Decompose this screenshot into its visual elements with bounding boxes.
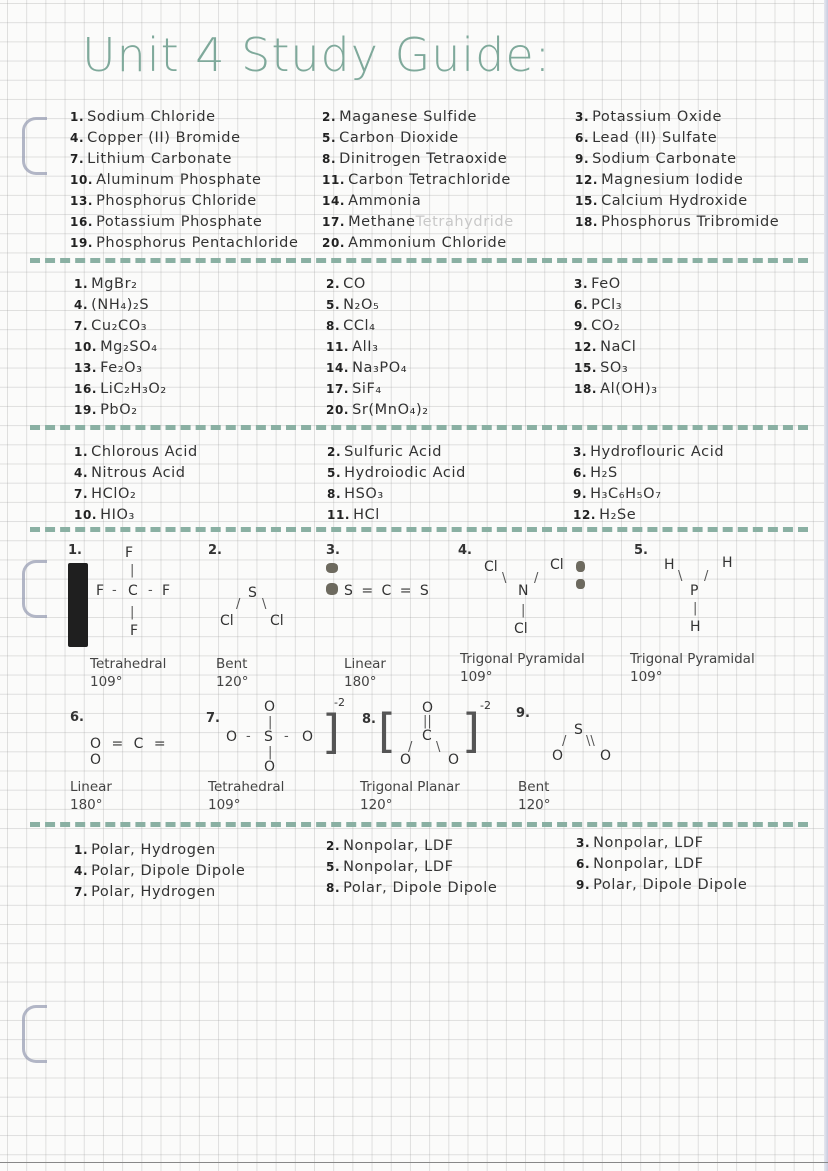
list-item: 14. Na₃PO₄ (326, 360, 408, 376)
list-item: 7. Polar, Hydrogen (74, 884, 216, 900)
list-item: 16. LiC₂H₃O₂ (74, 381, 167, 397)
polarity-column-2 (326, 836, 497, 899)
list-item: 7. Cu₂CO₃ (74, 318, 148, 334)
list-item: 5. Carbon Dioxide (322, 130, 459, 146)
formulas-column-1 (74, 274, 167, 421)
list-item: 4. Copper (II) Bromide (70, 130, 241, 146)
list-item: 10. HIO₃ (74, 507, 135, 523)
shape-label-9: Bent 120° (518, 779, 551, 813)
list-item: 11. AlI₃ (326, 339, 379, 355)
lewis-structure-9: 9. S / \\ O O (516, 706, 612, 764)
list-item: 20. Ammonium Chloride (322, 235, 507, 251)
list-item: 5. Nonpolar, LDF (326, 859, 454, 875)
lewis-structure-2: 2. S / \ Cl Cl (208, 543, 284, 629)
list-item: 9. Polar, Dipole Dipole (576, 877, 748, 893)
list-item: 19. Phosphorus Pentachloride (70, 235, 299, 251)
list-item: 13. Fe₂O₃ (74, 360, 143, 376)
lewis-structure-8: 8. [ O || C / \ O O ] -2 (362, 700, 502, 780)
list-item: 9. H₃C₆H₅O₇ (573, 486, 662, 502)
section-divider (30, 822, 808, 827)
shape-label-4: Trigonal Pyramidal 109° (460, 651, 585, 685)
list-item: 1. Sodium Chloride (70, 109, 216, 125)
binder-hole-bottom (22, 1005, 47, 1063)
shape-label-7: Tetrahedral 109° (208, 779, 285, 813)
list-item: 12. Magnesium Iodide (575, 172, 744, 188)
list-item: 12. H₂Se (573, 507, 637, 523)
list-item: 17. SiF₄ (326, 381, 382, 397)
section-divider (30, 527, 808, 532)
acids-column-3 (573, 442, 724, 526)
list-item: 7. HClO₂ (74, 486, 137, 502)
list-item: 3. Potassium Oxide (575, 109, 722, 125)
list-item: 16. Potassium Phosphate (70, 214, 263, 230)
list-item: 2. CO (326, 276, 366, 292)
list-item: 6. Lead (II) Sulfate (575, 130, 718, 146)
list-item: 5. N₂O₅ (326, 297, 380, 313)
list-item: 15. SO₃ (574, 360, 629, 376)
section-divider (30, 258, 808, 263)
erased-text: Tetrahydride (415, 214, 514, 230)
lewis-structure-7: 7. O | O - S - O | O ] -2 (206, 696, 345, 775)
list-item: 3. Nonpolar, LDF (576, 835, 704, 851)
list-item: 7. Lithium Carbonate (70, 151, 232, 167)
list-item: 2. Maganese Sulfide (322, 109, 478, 125)
list-item: 18. Al(OH)₃ (574, 381, 658, 397)
list-item: 10. Aluminum Phosphate (70, 172, 262, 188)
names-column-2 (322, 107, 514, 254)
lewis-structure-6: 6. O = C = O (70, 710, 169, 768)
lewis-structure-1: 1. F | F - C - F | F (68, 543, 198, 693)
list-item: 11. HCl (327, 507, 380, 523)
shape-label-2: Bent 120° (216, 656, 249, 690)
list-item: 18. Phosphorus Tribromide (575, 214, 780, 230)
list-item: 14. Ammonia (322, 193, 422, 209)
list-item: 3. FeO (574, 276, 621, 292)
list-item: 2. Nonpolar, LDF (326, 838, 454, 854)
list-item: 1. Chlorous Acid (74, 444, 198, 460)
lewis-structure-4: 4. Cl \ N / Cl | Cl (458, 543, 598, 653)
bracket-left: [ (378, 704, 396, 758)
scribble-mark (576, 561, 585, 572)
list-item: 15. Calcium Hydroxide (575, 193, 748, 209)
polarity-column-1 (74, 840, 245, 903)
list-item: 3. Hydroflouric Acid (573, 444, 725, 460)
shape-label-8: Trigonal Planar 120° (360, 779, 460, 813)
formulas-column-3 (574, 274, 658, 400)
binder-hole-top (22, 117, 47, 175)
acids-column-2 (327, 442, 466, 526)
shape-label-6: Linear 180° (70, 779, 112, 813)
list-item: 4. (NH₄)₂S (74, 297, 150, 313)
lewis-structure-3: 3. S = C = S (326, 543, 431, 599)
formulas-column-2 (326, 274, 429, 421)
list-item: 1. MgBr₂ (74, 276, 138, 292)
list-item: 10. Mg₂SO₄ (74, 339, 158, 355)
list-item: 4. Nitrous Acid (74, 465, 186, 481)
list-item: 6. H₂S (573, 465, 618, 481)
page-title: Unit 4 Study Guide: (82, 28, 552, 82)
list-item: 4. Polar, Dipole Dipole (74, 863, 246, 879)
page-edge (824, 0, 828, 1171)
list-item: 2. Sulfuric Acid (327, 444, 443, 460)
scribble-mark (326, 583, 338, 595)
page-bottom-edge (0, 1162, 828, 1163)
list-item: 8. Polar, Dipole Dipole (326, 880, 498, 896)
names-column-1 (70, 107, 299, 254)
redaction-mark (68, 563, 88, 647)
scribble-mark (576, 579, 585, 589)
bracket-right: ] (322, 705, 340, 759)
list-item: 1. Polar, Hydrogen (74, 842, 216, 858)
list-item: 6. Nonpolar, LDF (576, 856, 704, 872)
scribble-mark (326, 563, 338, 573)
section-divider (30, 425, 808, 430)
shape-label-1: Tetrahedral 109° (90, 656, 167, 690)
list-item: 20. Sr(MnO₄)₂ (326, 402, 429, 418)
list-item: 9. Sodium Carbonate (575, 151, 737, 167)
list-item: 5. Hydroiodic Acid (327, 465, 466, 481)
shape-label-5: Trigonal Pyramidal 109° (630, 651, 755, 685)
list-item: 19. PbO₂ (74, 402, 138, 418)
list-item: 13. Phosphorus Chloride (70, 193, 257, 209)
list-item: 11. Carbon Tetrachloride (322, 172, 511, 188)
polarity-column-3 (576, 833, 747, 896)
list-item: 8. Dinitrogen Tetraoxide (322, 151, 508, 167)
binder-hole-middle (22, 560, 47, 618)
list-item: 8. CCl₄ (326, 318, 376, 334)
list-item: 8. HSO₃ (327, 486, 384, 502)
lewis-structure-5: 5. H \ H / P | H (634, 543, 733, 635)
bracket-right: ] (462, 704, 480, 758)
shape-label-3: Linear 180° (344, 656, 386, 690)
list-item: 9. CO₂ (574, 318, 621, 334)
list-item: 17. MethaneTetrahydride (322, 214, 514, 230)
list-item: 12. NaCl (574, 339, 637, 355)
names-column-3 (575, 107, 779, 233)
acids-column-1 (74, 442, 198, 526)
list-item: 6. PCl₃ (574, 297, 623, 313)
